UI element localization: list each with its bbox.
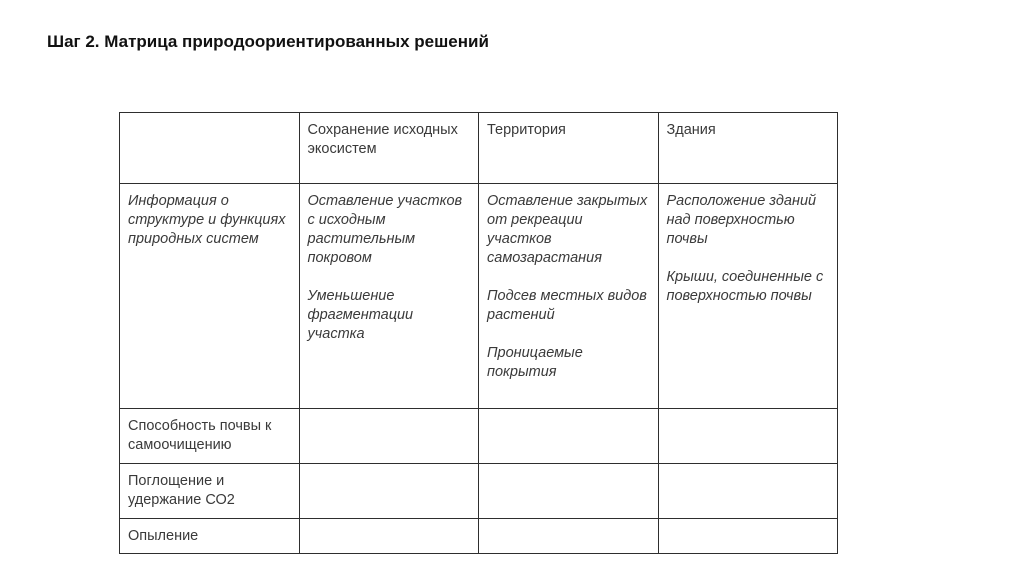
page-title: Шаг 2. Матрица природоориентированных решений [47, 32, 489, 51]
row-label-info: Информация о структуре и функциях природных систем [120, 184, 300, 409]
table-row [120, 464, 838, 519]
table-cell-empty [658, 409, 838, 464]
solutions-matrix [119, 112, 838, 554]
cell-item: Подсев местных видов растений [487, 288, 647, 323]
table-cell-empty [658, 464, 838, 519]
header-cell-buildings: Здания [658, 113, 838, 184]
cell-info-territory [479, 184, 659, 409]
cell-info-ecosystems [299, 184, 479, 409]
header-cell-ecosystems: Сохранение исходных экосистем [299, 113, 479, 184]
cell-item: Оставление участков с исходным растительным покровом [307, 193, 463, 266]
table-cell-empty [479, 464, 659, 519]
table-cell-empty [299, 409, 479, 464]
table-cell-empty [479, 409, 659, 464]
table-row [120, 184, 838, 409]
header-cell-empty [120, 113, 300, 184]
cell-item: Крыши, соединенные с поверхностью почвы [666, 269, 824, 304]
table-cell-empty [479, 519, 659, 554]
table-row [120, 519, 838, 554]
header-cell-territory: Территория [479, 113, 659, 184]
row-label-pollination: Опыление [120, 519, 300, 554]
table-cell-empty [299, 519, 479, 554]
cell-item: Расположение зданий над поверхностью почвы [666, 193, 817, 247]
table-header-row [120, 113, 838, 184]
cell-item: Оставление закрытых от рекреации участков самозарастания [487, 193, 648, 266]
table-cell-empty [658, 519, 838, 554]
cell-item: Проницаемые покрытия [487, 345, 583, 380]
row-label-co2: Поглощение и удержание СО2 [120, 464, 300, 519]
cell-info-buildings [658, 184, 838, 409]
table-cell-empty [299, 464, 479, 519]
table-row [120, 409, 838, 464]
row-label-soil: Способность почвы к самоочищению [120, 409, 300, 464]
cell-item: Уменьшение фрагментации участка [307, 288, 414, 342]
